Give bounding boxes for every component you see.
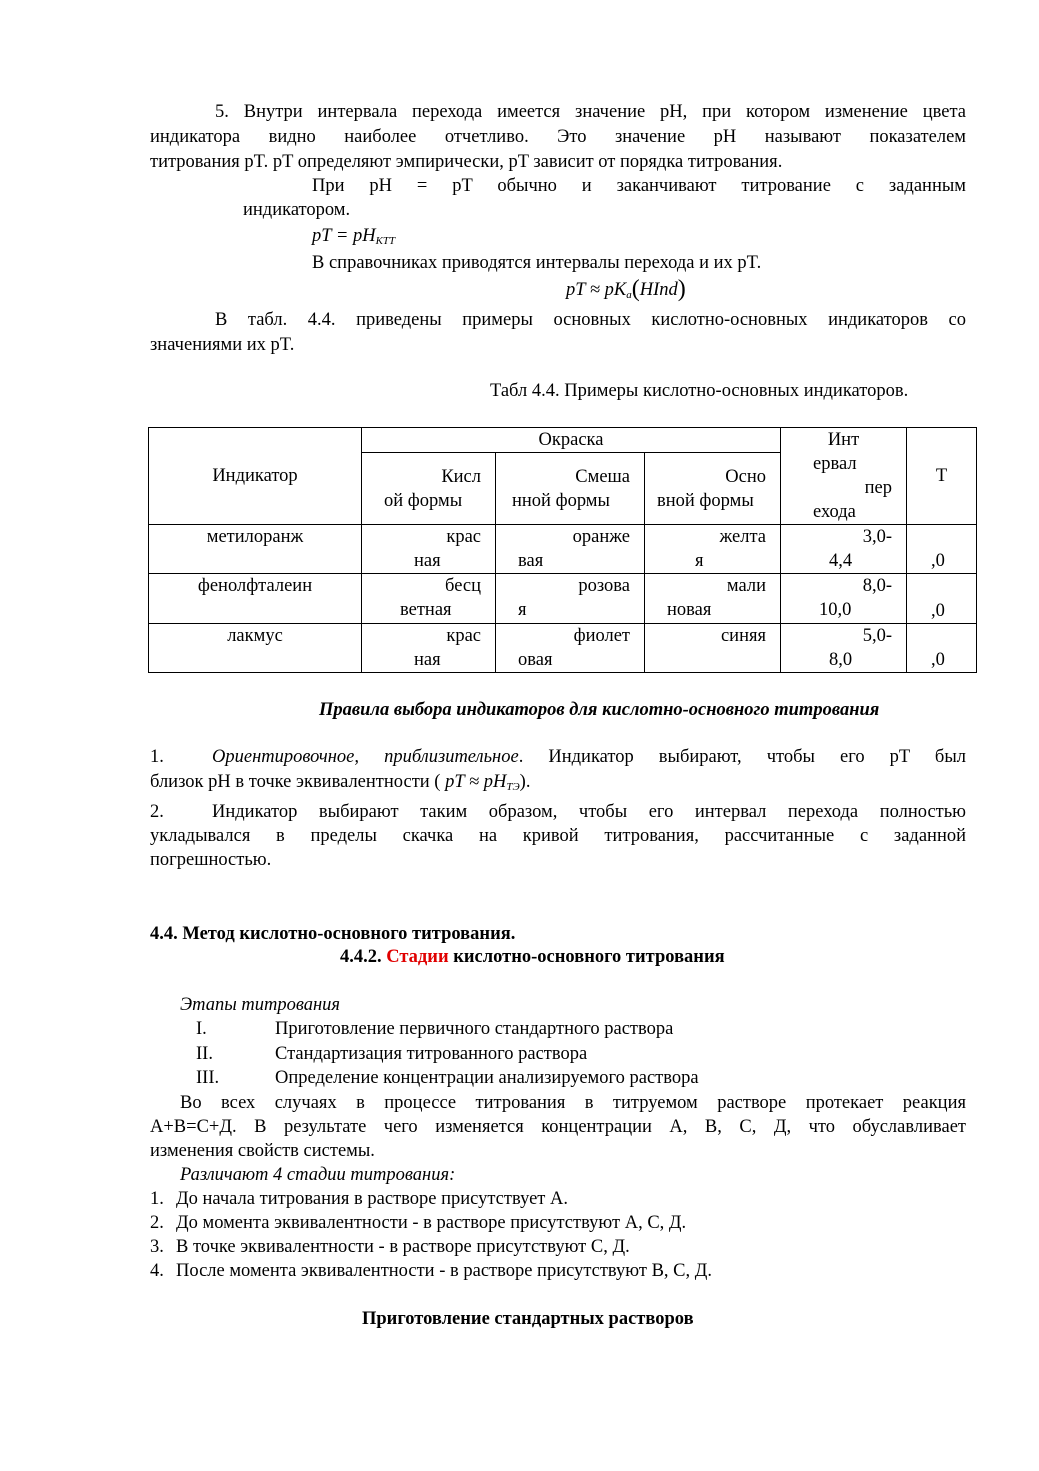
table-row — [149, 525, 977, 574]
rules-heading: Правила выбора индикаторов для кислотно-основного титрования — [319, 700, 880, 720]
reaction-line-3: изменения свойств системы. — [150, 1141, 375, 1161]
reaction-line-2: A+B=C+Д. В результате чего изменяется концентрации А, В, С, Д, что обуславливает — [150, 1117, 966, 1137]
formula-pt-phktt: pT = $pH_{КТТ}$ — [312, 226, 396, 247]
header-interval: Инт ервал пер ехода — [781, 428, 907, 525]
row-base: желта я — [645, 525, 781, 574]
end-titration-line-1: При pH = pT обычно и заканчивают титрование с заданным — [312, 176, 966, 196]
header-acid-form: Кисл ой формы — [362, 453, 496, 525]
header-indicator: Индикатор — [149, 428, 362, 525]
distinguish-stages: Различают 4 стадии титрования: — [180, 1165, 456, 1185]
step-number: 1. — [150, 1189, 164, 1209]
indicators-table — [148, 427, 977, 673]
step-text: До начала титрования в растворе присутствует А. — [176, 1189, 568, 1209]
table-reference-line-1: В табл. 4.4. приведены примеры основных кислотно-основных индикаторов со — [215, 310, 966, 330]
step-text: В точке эквивалентности - в растворе присутствуют С, Д. — [176, 1237, 630, 1257]
row-base: синяя — [645, 624, 781, 673]
formula-pt-pka: pT ≈ $pK_a(HInd)$ — [566, 276, 686, 302]
rule-2-line-2: укладывался в пределы скачка на кривой титрования, рассчитанные с заданной — [150, 826, 966, 846]
stage-text: Стандартизация титрованного раствора — [275, 1044, 588, 1064]
table-row — [149, 624, 977, 673]
step-number: 2. — [150, 1213, 164, 1233]
row-pt: ,0 — [907, 525, 977, 574]
rule-1-number: 1. — [150, 747, 164, 767]
row-mixed: фиолет овая — [496, 624, 645, 673]
paragraph-5-line-1: 5. Внутри интервала перехода имеется значение pH, при котором изменение цвета — [215, 102, 966, 122]
stage-number: II. — [196, 1044, 213, 1064]
row-pt: ,0 — [907, 624, 977, 673]
row-name: лакмус — [149, 624, 362, 673]
step-text: После момента эквивалентности - в растворе присутствуют В, С, Д. — [176, 1261, 712, 1281]
header-pt: Т — [907, 428, 977, 525]
final-heading: Приготовление стандартных растворов — [362, 1309, 694, 1329]
row-mixed: розова я — [496, 574, 645, 624]
rule-2-line-1: Индикатор выбирают таким образом, чтобы его интервал перехода полностью — [212, 802, 966, 822]
row-interval: 8,0- 10,0 — [781, 574, 907, 624]
header-base-form: Осно вной формы — [645, 453, 781, 525]
rule-1-line-1: Ориентировочное, приблизительное. Индикатор выбирают, чтобы его pT был — [212, 747, 966, 767]
step-number: 4. — [150, 1261, 164, 1281]
stage-number: I. — [196, 1019, 207, 1039]
row-acid: крас ная — [362, 525, 496, 574]
row-pt: ,0 — [907, 574, 977, 624]
section-heading: 4.4. Метод кислотно-основного титрования. — [150, 924, 516, 944]
row-base: мали новая — [645, 574, 781, 624]
rule-2-line-3: погрешностью. — [150, 850, 272, 870]
header-color-group: Окраска — [362, 428, 781, 453]
reaction-line-1: Во всех случаях в процессе титрования в титруемом растворе протекает реакция — [180, 1093, 966, 1113]
header-mixed-form: Смеша нной формы — [496, 453, 645, 525]
row-acid: бесц ветная — [362, 574, 496, 624]
rule-1-line-2: близок pH в точке эквивалентности ( pT ≈ $pH_{ТЭ}$). — [150, 772, 531, 793]
table-reference-line-2: значениями их pT. — [150, 335, 295, 355]
stage-text: Определение концентрации анализируемого раствора — [275, 1068, 699, 1088]
stage-text: Приготовление первичного стандартного раствора — [275, 1019, 674, 1039]
stages-title: Этапы титрования — [180, 995, 341, 1015]
row-interval: 3,0- 4,4 — [781, 525, 907, 574]
end-titration-line-2: индикатором. — [243, 200, 351, 220]
stage-number: III. — [196, 1068, 220, 1088]
step-text: До момента эквивалентности - в растворе присутствуют А, С, Д. — [176, 1213, 687, 1233]
row-acid: крас ная — [362, 624, 496, 673]
row-name: метилоранж — [149, 525, 362, 574]
paragraph-5-line-2: индикатора видно наиболее отчетливо. Это значение pH называют показателем — [150, 127, 966, 147]
step-number: 3. — [150, 1237, 164, 1257]
row-mixed: оранже вая — [496, 525, 645, 574]
table-row — [149, 574, 977, 624]
paragraph-5-line-3: титрования pT. pT определяют эмпирически, pT зависит от порядка титрования. — [150, 152, 783, 172]
subsection-heading: 4.4.2. Стадии кислотно-основного титрования — [340, 947, 725, 967]
handbook-sentence: В справочниках приводятся интервалы перехода и их pT. — [312, 253, 762, 273]
row-interval: 5,0- 8,0 — [781, 624, 907, 673]
table-caption: Табл 4.4. Примеры кислотно-основных индикаторов. — [490, 381, 909, 401]
rule-2-number: 2. — [150, 802, 164, 822]
row-name: фенолфталеин — [149, 574, 362, 624]
table-header-row — [149, 428, 977, 453]
